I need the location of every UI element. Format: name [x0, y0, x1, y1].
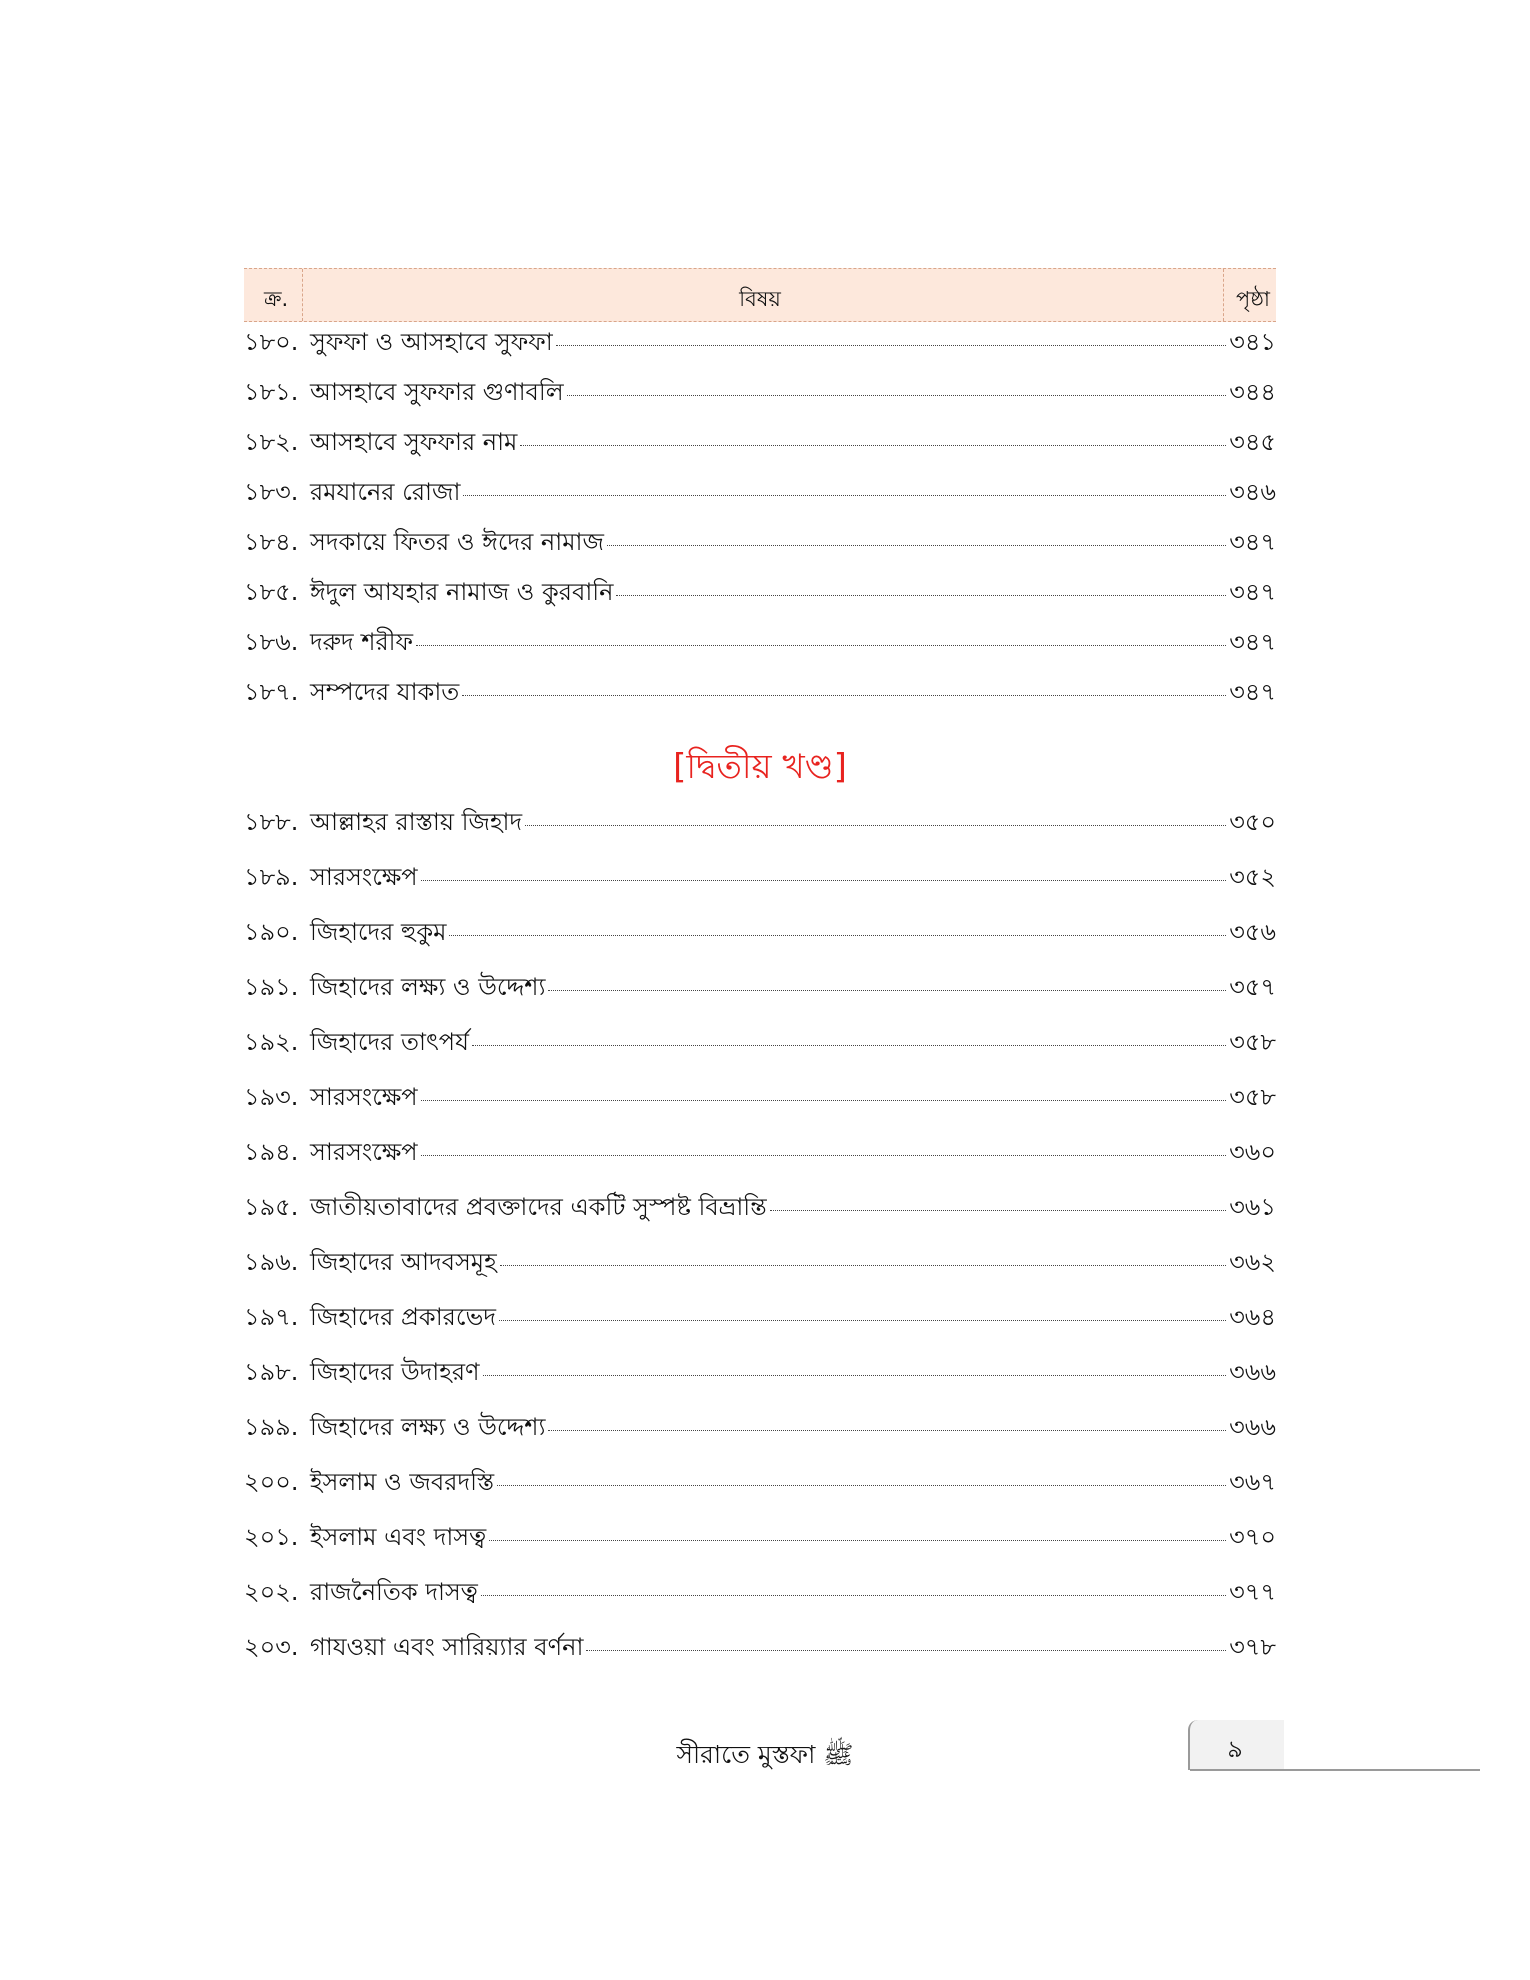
entry-number: ১৮৮. — [244, 808, 299, 836]
toc-entry[interactable] — [244, 804, 1276, 859]
toc-entry[interactable] — [244, 1244, 1276, 1299]
entry-title: জিহাদের লক্ষ্য ও উদ্দেশ্য — [310, 973, 546, 1001]
entry-title: সদকায়ে ফিতর ও ঈদের নামাজ — [310, 528, 604, 556]
entry-page: ৩৬০ — [1229, 1138, 1276, 1166]
dot-leader — [421, 880, 1227, 881]
entry-number: ১৮৪. — [244, 528, 299, 556]
toc-entry[interactable] — [244, 374, 1276, 424]
dot-leader — [548, 1430, 1226, 1431]
entry-page: ৩৬৬ — [1229, 1358, 1276, 1386]
entry-title: আল্লাহর রাস্তায় জিহাদ — [310, 808, 523, 836]
dot-leader — [481, 1595, 1226, 1596]
entry-title: আসহাবে সুফফার গুণাবলি — [310, 378, 564, 406]
entry-number: ১৮৬. — [244, 628, 299, 656]
toc-entry[interactable] — [244, 1024, 1276, 1079]
toc-entry[interactable] — [244, 1189, 1276, 1244]
entry-number: ১৯৪. — [244, 1138, 299, 1166]
toc-entry[interactable] — [244, 969, 1276, 1024]
entry-title: আসহাবে সুফফার নাম — [310, 428, 518, 456]
entry-page: ৩৫৬ — [1229, 918, 1276, 946]
dot-leader — [567, 395, 1227, 396]
entry-page: ৩৭০ — [1229, 1523, 1276, 1551]
entry-page: ৩৬৪ — [1229, 1303, 1276, 1331]
toc-entry[interactable] — [244, 1574, 1276, 1629]
entry-title: জাতীয়তাবাদের প্রবক্তাদের একটি সুস্পষ্ট বিভ্রান্তি — [310, 1193, 767, 1221]
entry-number: ১৯৬. — [244, 1248, 299, 1276]
entry-title: রাজনৈতিক দাসত্ব — [310, 1578, 478, 1606]
entry-title: ঈদুল আযহার নামাজ ও কুরবানি — [310, 578, 614, 606]
entry-title: গাযওয়া এবং সারিয়্যার বর্ণনা — [310, 1633, 584, 1661]
entry-page: ৩৫০ — [1229, 808, 1276, 836]
entry-number: ১৮২. — [244, 428, 299, 456]
entry-number: ১৯৮. — [244, 1358, 299, 1386]
entry-page: ৩৪৭ — [1229, 678, 1276, 706]
dot-leader — [556, 345, 1226, 346]
dot-leader — [525, 825, 1226, 826]
entry-page: ৩৫৮ — [1229, 1083, 1276, 1111]
entry-number: ১৮৫. — [244, 578, 299, 606]
dot-leader — [499, 1320, 1226, 1321]
dot-leader — [548, 990, 1226, 991]
toc-section-one — [244, 324, 1276, 724]
entry-title: জিহাদের উদাহরণ — [310, 1358, 480, 1386]
entry-title: রমযানের রোজা — [310, 478, 461, 506]
entry-page: ৩৪৭ — [1229, 528, 1276, 556]
dot-leader — [616, 595, 1226, 596]
entry-title: সম্পদের যাকাত — [310, 678, 460, 706]
entry-number: ১৯৭. — [244, 1303, 299, 1331]
toc-entry[interactable] — [244, 1629, 1276, 1684]
entry-number: ১৯৯. — [244, 1413, 299, 1441]
header-divider — [1223, 269, 1224, 321]
entry-number: ২০৩. — [244, 1633, 299, 1661]
dot-leader — [463, 495, 1226, 496]
entry-page: ৩৬১ — [1229, 1193, 1276, 1221]
toc-entry[interactable] — [244, 1134, 1276, 1189]
entry-number: ২০২. — [244, 1578, 299, 1606]
toc-entry[interactable] — [244, 1079, 1276, 1134]
entry-title: সারসংক্ষেপ — [310, 1138, 418, 1166]
toc-entry[interactable] — [244, 624, 1276, 674]
dot-leader — [520, 445, 1226, 446]
entry-number: ২০১. — [244, 1523, 299, 1551]
dot-leader — [416, 645, 1226, 646]
toc-header — [244, 268, 1276, 322]
entry-page: ৩৭৭ — [1229, 1578, 1276, 1606]
toc-entry[interactable] — [244, 674, 1276, 724]
entry-page: ৩৫৮ — [1229, 1028, 1276, 1056]
entry-page: ৩৪৫ — [1229, 428, 1276, 456]
entry-title: ইসলাম এবং দাসত্ব — [310, 1523, 487, 1551]
toc-entry[interactable] — [244, 859, 1276, 914]
entry-number: ১৮৭. — [244, 678, 299, 706]
toc-section-two — [244, 804, 1276, 1684]
entry-number: ১৯১. — [244, 973, 299, 1001]
entry-title: ইসলাম ও জবরদস্তি — [310, 1468, 495, 1496]
dot-leader — [462, 695, 1226, 696]
entry-number: ১৯৩. — [244, 1083, 299, 1111]
toc-entry[interactable] — [244, 574, 1276, 624]
toc-entry[interactable] — [244, 914, 1276, 969]
entry-page: ৩৪৭ — [1229, 628, 1276, 656]
entry-number: ২০০. — [244, 1468, 299, 1496]
toc-entry[interactable] — [244, 1299, 1276, 1354]
entry-page: ৩৬৭ — [1229, 1468, 1276, 1496]
entry-number: ১৯২. — [244, 1028, 299, 1056]
entry-title: সুফফা ও আসহাবে সুফফা — [310, 328, 553, 356]
entry-title: সারসংক্ষেপ — [310, 1083, 418, 1111]
toc-entry[interactable] — [244, 524, 1276, 574]
dot-leader — [497, 1485, 1226, 1486]
entry-page: ৩৪৪ — [1229, 378, 1276, 406]
entry-number: ১৮৩. — [244, 478, 299, 506]
entry-page: ৩৭৮ — [1229, 1633, 1276, 1661]
dot-leader — [472, 1045, 1226, 1046]
entry-page: ৩৪১ — [1229, 328, 1276, 356]
section-heading: [দ্বিতীয় খণ্ড] — [673, 747, 847, 787]
dot-leader — [586, 1650, 1226, 1651]
entry-title: জিহাদের লক্ষ্য ও উদ্দেশ্য — [310, 1413, 546, 1441]
dot-leader — [449, 935, 1226, 936]
dot-leader — [483, 1375, 1227, 1376]
entry-number: ১৮১. — [244, 378, 299, 406]
header-subject-label: বিষয় — [739, 287, 781, 311]
toc-entry[interactable] — [244, 324, 1276, 374]
dot-leader — [489, 1540, 1226, 1541]
toc-entry[interactable] — [244, 424, 1276, 474]
dot-leader — [607, 545, 1226, 546]
dot-leader — [770, 1210, 1227, 1211]
entry-page: ৩৬৬ — [1229, 1413, 1276, 1441]
entry-title: সারসংক্ষেপ — [310, 863, 418, 891]
entry-number: ১৮৯. — [244, 863, 299, 891]
table-of-contents — [244, 268, 1276, 1684]
dot-leader — [500, 1265, 1226, 1266]
entry-number: ১৯০. — [244, 918, 299, 946]
dot-leader — [421, 1100, 1227, 1101]
toc-entry[interactable] — [244, 1464, 1276, 1519]
entry-title: জিহাদের আদবসমূহ — [310, 1248, 497, 1276]
toc-entry[interactable] — [244, 1354, 1276, 1409]
dot-leader — [421, 1155, 1227, 1156]
footer-book-title: সীরাতে মুস্তফা ﷺ — [676, 1740, 854, 1769]
entry-number: ১৯৫. — [244, 1193, 299, 1221]
header-page-label: পৃষ্ঠা — [1235, 287, 1270, 311]
entry-page: ৩৫২ — [1229, 863, 1276, 891]
entry-page: ৩৫৭ — [1229, 973, 1276, 1001]
entry-title: জিহাদের তাৎপর্য — [310, 1028, 469, 1056]
header-serial-label: ক্র. — [264, 287, 289, 311]
page-number: ৯ — [1227, 1735, 1243, 1763]
toc-entry[interactable] — [244, 1519, 1276, 1574]
entry-page: ৩৬২ — [1229, 1248, 1276, 1276]
toc-entry[interactable] — [244, 1409, 1276, 1464]
entry-page: ৩৪৭ — [1229, 578, 1276, 606]
entry-page: ৩৪৬ — [1229, 478, 1276, 506]
entry-number: ১৮০. — [244, 328, 299, 356]
entry-title: দরুদ শরীফ — [310, 628, 414, 656]
entry-title: জিহাদের প্রকারভেদ — [310, 1303, 496, 1331]
entry-title: জিহাদের হুকুম — [310, 918, 447, 946]
toc-entry[interactable] — [244, 474, 1276, 524]
